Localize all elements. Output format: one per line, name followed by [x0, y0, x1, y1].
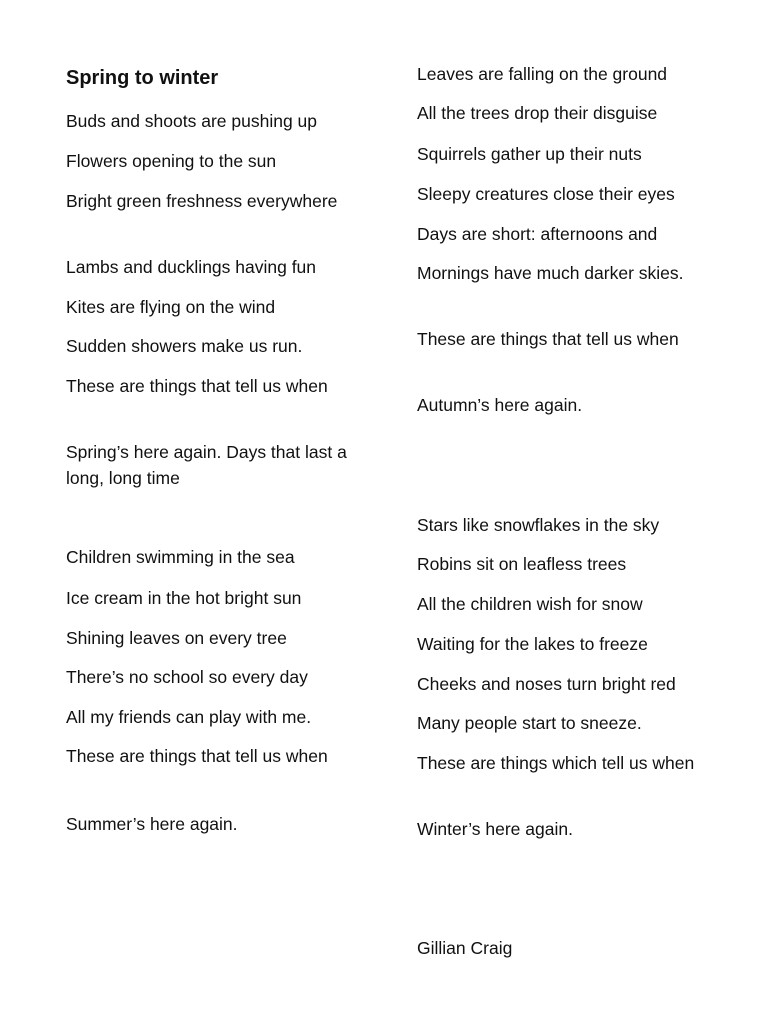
stanza-winter-line: Robins sit on leafless trees [417, 554, 627, 574]
stanza-autumn-line: Days are short: afternoons and [417, 224, 658, 244]
stanza-autumn-line: Autumn’s here again. [417, 395, 583, 415]
stanza-spring-line: Sudden showers make us run. [66, 336, 303, 356]
stanza-summer-line: These are things that tell us when [66, 746, 328, 766]
stanza-autumn-line: All the trees drop their disguise [417, 103, 658, 123]
stanza-summer-line: Children swimming in the sea [66, 547, 295, 567]
stanza-spring-line: These are things that tell us when [66, 376, 328, 396]
stanza-spring-line: Lambs and ducklings having fun [66, 257, 317, 277]
stanza-autumn-line: These are things that tell us when [417, 329, 679, 349]
stanza-winter-line: All the children wish for snow [417, 594, 643, 614]
stanza-summer-line: There’s no school so every day [66, 667, 308, 687]
stanza-winter-line: Cheeks and noses turn bright red [417, 674, 676, 694]
author-name: Gillian Craig [417, 938, 513, 958]
stanza-spring-line: Spring’s here again. Days that last a long, long time [66, 442, 347, 488]
stanza-autumn-line: Squirrels gather up their nuts [417, 144, 642, 164]
stanza-summer-line: Ice cream in the hot bright sun [66, 588, 302, 608]
poem-title: Spring to winter [66, 67, 219, 89]
stanza-winter-line: Many people start to sneeze. [417, 713, 642, 733]
stanza-winter-line: Stars like snowflakes in the sky [417, 515, 660, 535]
stanza-spring-line: Kites are flying on the wind [66, 297, 276, 317]
stanza-spring-line: Buds and shoots are pushing up [66, 111, 318, 131]
stanza-autumn-line: Sleepy creatures close their eyes [417, 184, 675, 204]
stanza-winter-line: Winter’s here again. [417, 819, 573, 839]
stanza-winter-line: Waiting for the lakes to freeze [417, 634, 648, 654]
stanza-spring-line: Flowers opening to the sun [66, 151, 277, 171]
stanza-summer-line: Summer’s here again. [66, 814, 238, 834]
stanza-winter-line: These are things which tell us when [417, 753, 695, 773]
stanza-spring-line: Bright green freshness everywhere [66, 191, 338, 211]
stanza-summer-line: Shining leaves on every tree [66, 628, 287, 648]
stanza-autumn-line: Mornings have much darker skies. [417, 263, 684, 283]
stanza-summer-line: All my friends can play with me. [66, 707, 312, 727]
stanza-autumn-line: Leaves are falling on the ground [417, 64, 668, 84]
